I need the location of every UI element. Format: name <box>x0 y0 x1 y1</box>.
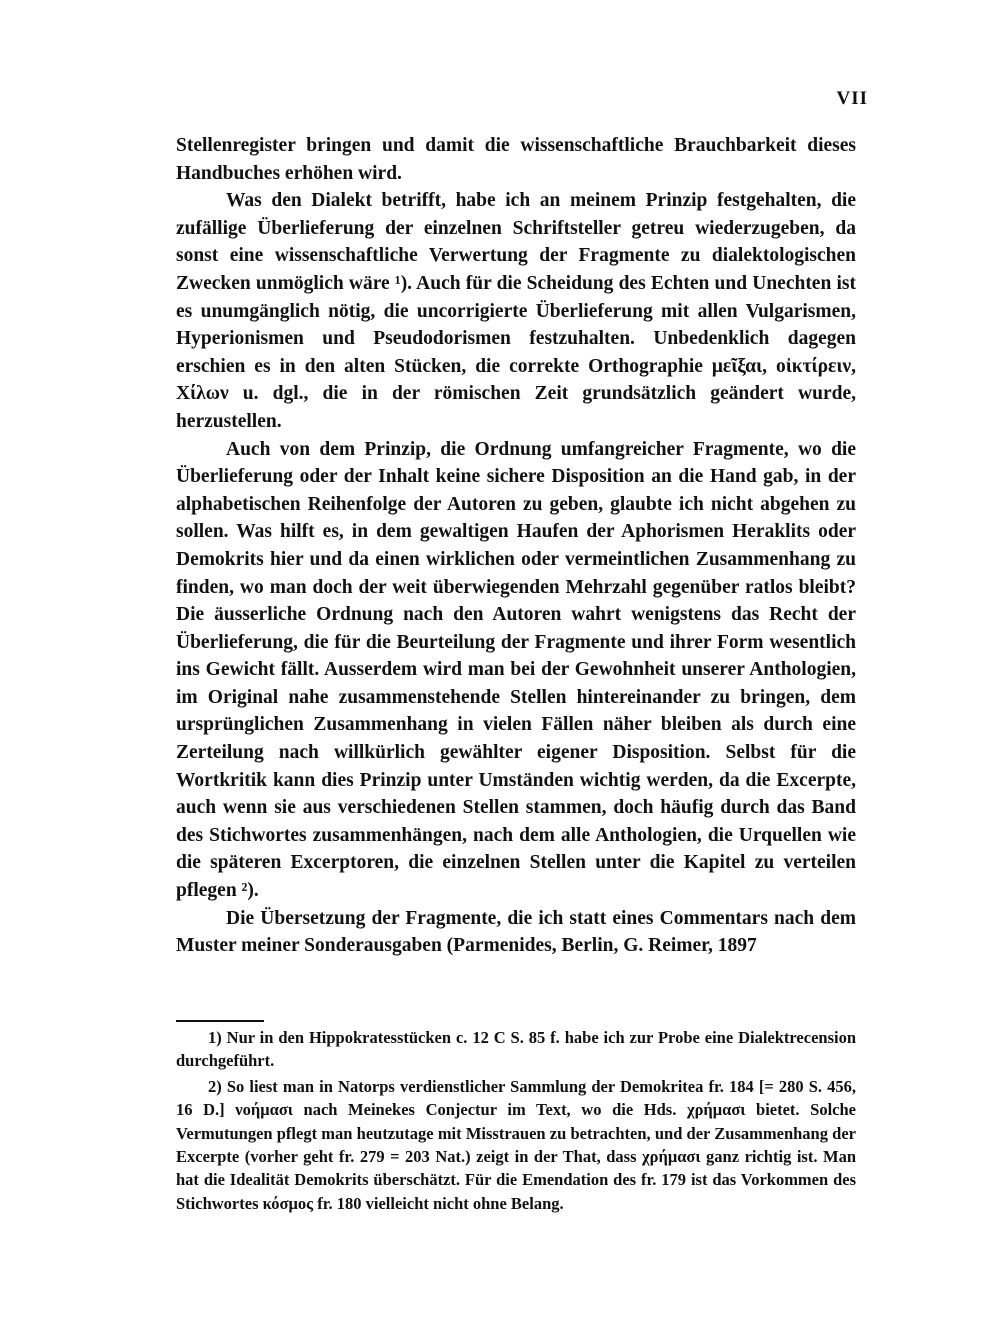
footnote: 1) Nur in den Hippokratesstücken c. 12 C S. 85 f. habe ich zur Probe eine Dialektrecension durchgeführt. <box>176 1028 856 1071</box>
paragraph: Was den Dialekt betrifft, habe ich an meinem Prinzip festgehalten, die zufällige Überlieferung der einzelnen Schriftsteller getreu wiederzugeben, da sonst eine wissenschaftliche Verwertung der Fragmente zu dialektologischen Zwecken unmöglich wäre ¹). Auch für die Scheidung des Echten und Unechten ist es unumgänglich nötig, die uncorrigierte Überlieferung mit allen Vulgarismen, Hyperionismen und Pseudodorismen festzuhalten. Unbedenklich dagegen erschien es in den alten Stücken, die correkte Orthographie μεῖξαι, οἰκτίρειν, Χίλων u. dgl., die in der römischen Zeit grundsätzlich geändert wurde, herzustellen. <box>176 190 856 432</box>
main-text <box>176 132 856 960</box>
page-number: VII <box>836 88 868 109</box>
footnotes <box>176 1026 856 1215</box>
paragraph: Stellenregister bringen und damit die wissenschaftliche Brauchbarkeit dieses Handbuches erhöhen wird. <box>176 135 856 184</box>
paragraph: Auch von dem Prinzip, die Ordnung umfangreicher Fragmente, wo die Überlieferung oder der Inhalt keine sichere Disposition an die Hand gab, in der alphabetischen Reihenfolge der Autoren zu geben, glaubte ich nicht abgehen zu sollen. Was hilft es, in dem gewaltigen Haufen der Aphorismen Heraklits oder Demokrits hier und da einen wirklichen oder vermeintlichen Zusammenhang zu finden, wo man doch der weit überwiegenden Mehrzahl gegenüber ratlos bleibt? Die äusserliche Ordnung nach den Autoren wahrt wenigstens das Recht der Überlieferung, die für die Beurteilung der Fragmente und ihrer Form wesentlich ins Gewicht fällt. Ausserdem wird man bei der Gewohnheit unserer Anthologien, im Original nahe zusammenstehende Stellen hintereinander zu bringen, dem ursprünglichen Zusammenhang in vielen Fällen näher bleiben als durch eine Zerteilung nach willkürlich gewählter eigener Disposition. Selbst für die Wortkritik kann dies Prinzip unter Umständen wichtig werden, da die Excerpte, auch wenn sie aus verschiedenen Stellen stammen, doch häufig durch das Band des Stichwortes zusammenhängen, nach dem alle Anthologien, die Urquellen wie die späteren Excerptoren, die einzelnen Stellen unter die Kapitel zu verteilen pflegen ²). <box>176 438 856 902</box>
paragraph: Die Übersetzung der Fragmente, die ich statt eines Commentars nach dem Muster meiner Sonderausgaben (Parmenides, Berlin, G. Reimer, 1897 <box>176 907 856 957</box>
footnote-divider <box>176 1020 264 1022</box>
footnote: 2) So liest man in Natorps verdienstlicher Sammlung der Demokritea fr. 184 [= 280 S. 456, 16 D.] νοήμασι nach Meinekes Conjectur im Text, wo die Hds. χρήμασι bietet. Solche Vermutungen pflegt man heutzutage mit Misstrauen zu betrachten, und der Zusammenhang der Excerpte (vorher geht fr. 279 = 203 Nat.) zeigt in der That, dass χρήμασι ganz richtig ist. Man hat die Idealität Demokrits überschätzt. Für die Emendation des fr. 179 ist das Vorkommen des Stichwortes κόσμος fr. 180 vielleicht nicht ohne Belang. <box>176 1076 856 1213</box>
